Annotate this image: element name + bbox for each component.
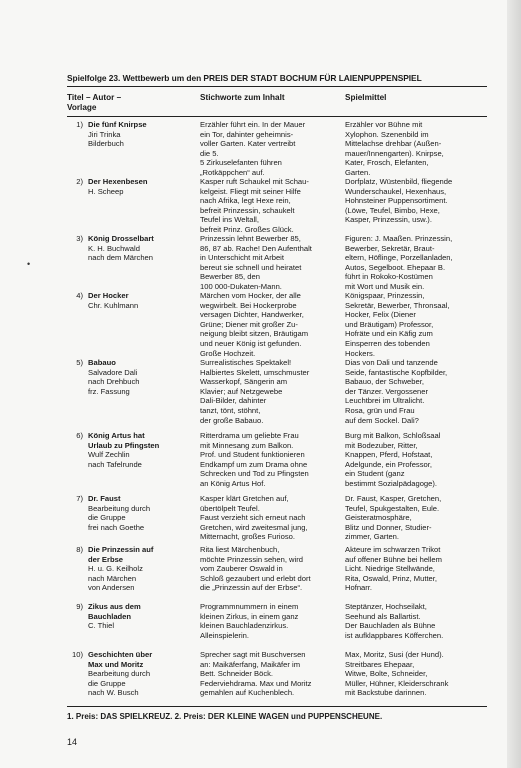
entry-title-cell — [88, 177, 198, 196]
cell-line: Dr. Faust — [88, 494, 121, 503]
cell-line: die Gruppe — [88, 678, 126, 688]
entry-materials-cell — [345, 177, 487, 225]
cell-line: nach W. Busch — [88, 688, 139, 698]
header-col1 — [67, 93, 121, 113]
entry-number: 6) — [76, 431, 83, 440]
cell-line: 5 Zirkuselefanten führen — [200, 158, 282, 168]
entry-content-cell — [200, 358, 338, 425]
cell-line: Zikus aus dem — [88, 602, 141, 611]
cell-line: Die Prinzessin auf — [88, 545, 154, 554]
entry-title-cell — [88, 120, 198, 149]
cell-line: neigung bleibt sitzen, Bräutigam — [200, 329, 309, 339]
entry-content-cell — [200, 120, 338, 178]
cell-line: und neuer König ist gefunden. — [200, 338, 302, 348]
cell-line: von Andersen — [88, 583, 135, 593]
prizes-line: 1. Preis: DAS SPIELKREUZ. 2. Preis: DER KLEINE WAGEN und PUPPENSCHEUNE. — [67, 712, 383, 721]
cell-line: 86, 87 ab. Rache! Den Aufenthalt — [200, 243, 312, 253]
header-col1-line: Titel – Autor – — [67, 93, 122, 102]
cell-line: Klavier; auf Netzgewebe — [200, 386, 283, 396]
cell-line: Halbiertes Skelett, umschmuster — [200, 367, 310, 377]
cell-line: Hockers. — [345, 348, 375, 358]
entry-content-cell — [200, 545, 338, 593]
cell-line: Babauo, der Schweber, — [345, 377, 424, 387]
entry-content-cell — [200, 234, 338, 292]
cell-line: Figuren: J. Maaßen. Prinzessin, — [345, 234, 453, 243]
entry-materials-cell — [345, 545, 487, 593]
entry-title-cell — [88, 494, 198, 532]
entry-content-cell — [200, 494, 338, 542]
cell-line: der große Babauo. — [200, 415, 264, 425]
cell-line: Wunderschaukel, Hexenhaus, — [345, 186, 447, 196]
cell-line: Xylophon. Szenenbild im — [345, 129, 429, 139]
entry-materials-cell — [345, 431, 487, 489]
entry-content-cell — [200, 177, 338, 235]
cell-line: Geschichten über — [88, 650, 153, 659]
cell-line: Max und Moritz — [88, 659, 144, 669]
cell-line: nach dem Märchen — [88, 253, 154, 263]
entry-number: 4) — [76, 291, 83, 300]
cell-line: nach Afrika, legt Hexe rein, — [200, 196, 291, 206]
cell-line: nach Drehbuch — [88, 377, 140, 387]
header-col3: Spielmittel — [345, 93, 387, 102]
cell-line: Dr. Faust, Kasper, Gretchen, — [345, 494, 442, 503]
cell-line: die 5. — [200, 148, 219, 158]
cell-line: Rosa, grün und Frau — [345, 405, 415, 415]
cell-line: Blitz und Donner, Studier- — [345, 522, 432, 532]
entry-title-cell — [88, 358, 198, 396]
cell-line: Federviehdrama. Max und Moritz — [200, 678, 312, 688]
cell-line: kleinen Zirkus, in einem ganz — [200, 611, 299, 621]
cell-line: Mittelachse drehbar (Außen- — [345, 139, 442, 149]
entry-number: 10) — [72, 650, 83, 659]
cell-line: Jiri Trinka — [88, 129, 121, 139]
entry-title-cell — [88, 431, 198, 469]
cell-line: Sekretär, Bewerber, Thronsaal, — [345, 300, 450, 310]
cell-line: Programmnummern in einem — [200, 602, 299, 611]
entry-materials-cell — [345, 291, 487, 358]
cell-line: die Gruppe — [88, 513, 126, 523]
cell-line: Babauo — [88, 358, 116, 367]
entry-materials-cell — [345, 120, 487, 178]
cell-line: Steptänzer, Hochseilakt, — [345, 602, 427, 611]
cell-line: Müller, Hühner, Kleiderschrank — [345, 678, 449, 688]
cell-line: Kasper klärt Gretchen auf, — [200, 494, 289, 503]
cell-line: Witwe, Bolte, Schneider, — [345, 669, 428, 679]
cell-line: Alleinspielerin. — [200, 630, 249, 640]
cell-line: Königspaar, Prinzessin, — [345, 291, 425, 300]
cell-line: Surrealistisches Spektakel! — [200, 358, 292, 367]
cell-line: in Unterschicht mit Arbeit — [200, 253, 284, 263]
entry-materials-cell — [345, 494, 487, 542]
cell-line: Große Hochzeit. — [200, 348, 256, 358]
cell-line: Salvadore Dali — [88, 367, 138, 377]
cell-line: tanzt, tönt, stöhnt, — [200, 405, 261, 415]
cell-line: an: Maikäferfang, Maikäfer im — [200, 659, 301, 669]
cell-line: eltern, Höflinge, Porzellanladen, — [345, 253, 453, 263]
cell-line: Geisteratmosphäre, — [345, 513, 412, 523]
cell-line: ein Tor, dahinter geheimnis- — [200, 129, 294, 139]
cell-line: Bewerber 85, den — [200, 272, 260, 282]
cell-line: Hofräte und ein Käfig zum — [345, 329, 433, 339]
cell-line: Kasper, Prinzessin, usw.). — [345, 215, 432, 225]
cell-line: Erzähler führt ein. In der Mauer — [200, 120, 306, 129]
cell-line: Erzähler vor Bühne mit — [345, 120, 423, 129]
entry-number: 7) — [76, 494, 83, 503]
cell-line: K. H. Buchwald — [88, 243, 140, 253]
cell-line: Hohnsteiner Puppensortiment. — [345, 196, 448, 206]
cell-line: Prof. und Student funktionieren — [200, 450, 305, 460]
cell-line: möchte Prinzessin sehen, wird — [200, 554, 303, 564]
cell-line: bereut sie schnell und heiratet — [200, 262, 302, 272]
cell-line: Dali-Bilder, dahinter — [200, 396, 267, 406]
cell-line: Prinzessin lehnt Bewerber 85, — [200, 234, 301, 243]
cell-line: Der Hocker — [88, 291, 129, 300]
cell-line: der Erbse — [88, 554, 124, 564]
cell-line: Wulf Zechlin — [88, 450, 130, 460]
cell-line: Einsperren des tobenden — [345, 338, 430, 348]
cell-line: C. Thiel — [88, 621, 115, 631]
cell-line: und Bräutigam) Professor, — [345, 319, 434, 329]
cell-line: Bilderbuch — [88, 139, 124, 149]
entry-content-cell — [200, 431, 338, 489]
cell-line: Bett. Schneider Böck. — [200, 669, 274, 679]
cell-line: nach Tafelrunde — [88, 459, 142, 469]
cell-line: frei nach Goethe — [88, 522, 145, 532]
cell-line: Ritterdrama um geliebte Frau — [200, 431, 299, 440]
entry-title-cell — [88, 291, 198, 310]
cell-line: Bauchladen — [88, 611, 132, 621]
cell-line: zimmer, Garten. — [345, 532, 400, 542]
cell-line: Bewerber, Sekretär, Braut- — [345, 243, 435, 253]
cell-line: der Tänzer. Vergossener — [345, 386, 429, 396]
cell-line: Gretchen, wird zweitesmal jung, — [200, 522, 308, 532]
entry-number: 1) — [76, 120, 83, 129]
header-col2: Stichworte zum Inhalt — [200, 93, 285, 102]
entry-title-cell — [88, 602, 198, 631]
cell-line: Dorfplatz, Wüstenbild, fliegende — [345, 177, 453, 186]
cell-line: Der Bauchladen als Bühne — [345, 621, 436, 631]
header-col1-line: Vorlage — [67, 103, 97, 112]
cell-line: Seide, fantastische Kopfbilder, — [345, 367, 448, 377]
cell-line: Hofnarr. — [345, 583, 373, 593]
entry-title-cell — [88, 650, 198, 698]
cell-line: voller Garten. Kater vertreibt — [200, 139, 296, 149]
bottom-rule — [67, 706, 487, 707]
cell-line: Sprecher sagt mit Buschversen — [200, 650, 306, 659]
cell-line: Max, Moritz, Susi (der Hund). — [345, 650, 444, 659]
cell-line: Teufel ins Weltall, — [200, 215, 259, 225]
entry-title-cell — [88, 234, 198, 263]
cell-line: vom Zauberer Oswald in — [200, 564, 283, 574]
cell-line: befreit Prinzessin, schaukelt — [200, 205, 295, 215]
cell-line: nach Märchen — [88, 573, 137, 583]
cell-line: Autos, Segelboot. Ehepaar B. — [345, 262, 446, 272]
cell-line: mit Minnesang zum Balkon. — [200, 440, 294, 450]
cell-line: übertölpelt Teufel. — [200, 503, 260, 513]
cell-line: (Löwe, Teufel, Bimbo, Hexe, — [345, 205, 440, 215]
cell-line: Hocker, Felix (Diener — [345, 310, 416, 320]
cell-line: Schloß gezaubert und erlebt dort — [200, 573, 311, 583]
cell-line: „Rotkäppchen“ auf. — [200, 167, 265, 177]
entry-materials-cell — [345, 602, 487, 640]
cell-line: Die fünf Knirpse — [88, 120, 147, 129]
page-number: 14 — [67, 737, 78, 747]
cell-line: Garten. — [345, 167, 371, 177]
cell-line: Adelgunde, ein Professor, — [345, 459, 432, 469]
cell-line: wegwirbelt. Bei Hockerprobe — [200, 300, 297, 310]
cell-line: Dias von Dali und tanzende — [345, 358, 438, 367]
cell-line: Kasper ruft Schaukel mit Schau- — [200, 177, 309, 186]
cell-line: bestimmt Sozialpädagoge). — [345, 478, 438, 488]
entry-content-cell — [200, 602, 338, 640]
top-rule — [67, 86, 487, 87]
entry-materials-cell — [345, 358, 487, 425]
entry-materials-cell — [345, 234, 487, 292]
cell-line: 100 000-Dukaten-Mann. — [200, 281, 282, 291]
cell-line: Endkampf um zum Drama ohne — [200, 459, 308, 469]
cell-line: kleinen Bauchladenzirkus. — [200, 621, 289, 631]
cell-line: ist aufklappbares Köfferchen. — [345, 630, 444, 640]
cell-line: Licht. Niedrige Stellwände, — [345, 564, 435, 574]
cell-line: auf offener Bühne bei hellem — [345, 554, 442, 564]
cell-line: Streitbares Ehepaar, — [345, 659, 415, 669]
cell-line: Teufel, Spukgestalten, Eule. — [345, 503, 440, 513]
cell-line: Bearbeitung durch — [88, 669, 151, 679]
cell-line: Bearbeitung durch — [88, 503, 151, 513]
cell-line: Grüne; Diener mit großer Zu- — [200, 319, 298, 329]
cell-line: frz. Fassung — [88, 386, 130, 396]
cell-line: Mitternacht, großes Furioso. — [200, 532, 295, 542]
cell-line: König Artus hat — [88, 431, 145, 440]
margin-mark: • — [27, 259, 31, 269]
cell-line: mit Bodezuber, Ritter, — [345, 440, 418, 450]
cell-line: Chr. Kuhlmann — [88, 300, 139, 310]
cell-line: H. u. G. Keilholz — [88, 564, 143, 574]
entry-content-cell — [200, 650, 338, 698]
cell-line: H. Scheep — [88, 186, 124, 196]
cell-line: befreit Prinz. Großes Glück. — [200, 224, 294, 234]
cell-line: Faust verzieht sich erneut nach — [200, 513, 306, 523]
cell-line: Akteure im schwarzen Trikot — [345, 545, 441, 554]
entry-number: 5) — [76, 358, 83, 367]
entry-number: 8) — [76, 545, 83, 554]
cell-line: Schrecken und Tod zu Pfingsten — [200, 469, 309, 479]
cell-line: Urlaub zu Pfingsten — [88, 440, 160, 450]
page-title: Spielfolge 23. Wettbewerb um den PREIS DER STADT BOCHUM FÜR LAIENPUPPENSPIEL — [67, 73, 422, 83]
entry-title-cell — [88, 545, 198, 593]
cell-line: versagen Dichter, Handwerker, — [200, 310, 304, 320]
cell-line: kelgeist. Fliegt mit seiner Hilfe — [200, 186, 301, 196]
cell-line: Märchen vom Hocker, der alle — [200, 291, 301, 300]
cell-line: ein Student (ganz — [345, 469, 405, 479]
cell-line: mit Wort und Musik ein. — [345, 281, 425, 291]
cell-line: Der Hexenbesen — [88, 177, 148, 186]
cell-line: Wasserkopf, Sängerin am — [200, 377, 288, 387]
cell-line: die „Prinzessin auf der Erbse“. — [200, 583, 303, 593]
cell-line: Rita, Oswald, Prinz, Mutter, — [345, 573, 437, 583]
entry-number: 9) — [76, 602, 83, 611]
cell-line: Leuchtbrei im Ultralicht. — [345, 396, 425, 406]
cell-line: an König Artus Hof. — [200, 478, 266, 488]
cell-line: auf dem Sockel. Dali? — [345, 415, 419, 425]
entry-number: 3) — [76, 234, 83, 243]
cell-line: Seehund als Ballartist. — [345, 611, 421, 621]
header-rule — [67, 116, 487, 117]
entry-content-cell — [200, 291, 338, 358]
cell-line: Rita liest Märchenbuch, — [200, 545, 280, 554]
cell-line: Burg mit Balkon, Schloßsaal — [345, 431, 441, 440]
entry-number: 2) — [76, 177, 83, 186]
cell-line: König Drosselbart — [88, 234, 154, 243]
cell-line: führt in Rokoko-Kostümen — [345, 272, 433, 282]
cell-line: mauer/Innengarten). Knirpse, — [345, 148, 444, 158]
cell-line: gemahlen auf Kuchenblech. — [200, 688, 295, 698]
cell-line: Knappen, Pferd, Hofstaat, — [345, 450, 433, 460]
entry-materials-cell — [345, 650, 487, 698]
cell-line: Kater, Frosch, Elefanten, — [345, 158, 429, 168]
cell-line: mit Backstube darinnen. — [345, 688, 427, 698]
